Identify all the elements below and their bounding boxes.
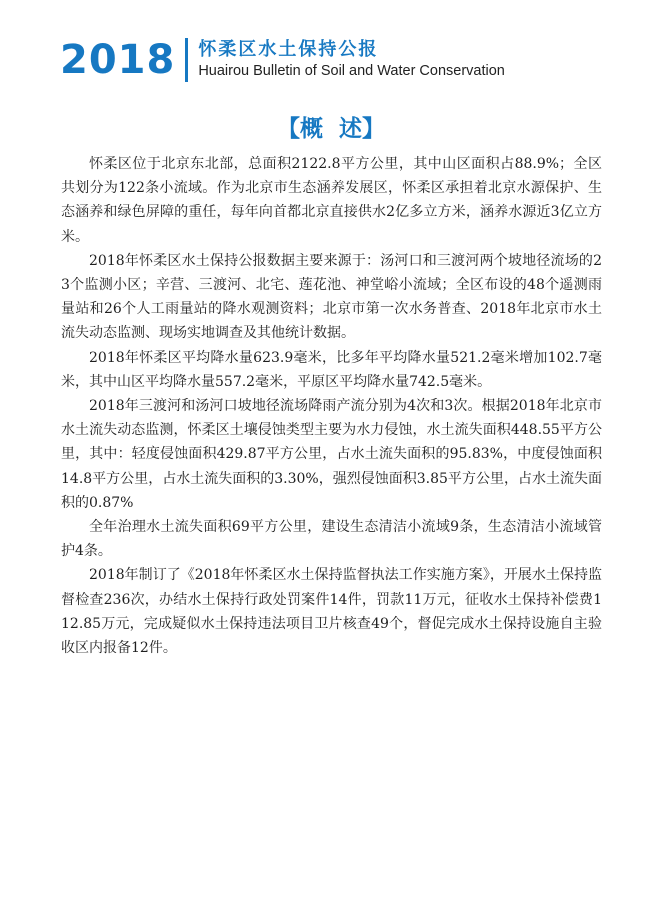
header-divider [185,38,188,82]
bulletin-header [60,34,505,86]
paragraph: 2018年怀柔区平均降水量623.9毫米，比多年平均降水量521.2毫米增加102.7毫米，其中山区平均降水量557.2毫米，平原区平均降水量742.5毫米。 [61,349,602,390]
paragraph: 2018年怀柔区水土保持公报数据主要来源于：汤河口和三渡河两个坡地径流场的23个监测小区；辛营、三渡河、北宅、莲花池、神堂峪小流域；全区布设的48个遥测雨量站和26个人工雨量站的降水观测资料；北京市第一次水务普查、2018年北京市水土流失动态监测、现场实地调查及其他统计数据。 [61,252,602,342]
bulletin-title-chinese: 怀柔区水土保持公报 [198,39,379,60]
paragraph: 2018年制订了《2018年怀柔区水土保持监督执法工作实施方案》，开展水土保持监督检查236次，办结水土保持行政处罚案件14件，罚款11万元，征收水土保持补偿费112.85万元，完成疑似水土保持违法项目卫片核查49个，督促完成水土保持设施自主验收区内报备12件。 [61,567,602,657]
bulletin-titles [198,39,505,81]
overview-body [61,152,602,660]
paragraph: 全年治理水土流失面积69平方公里，建设生态清洁小流域9条，生态清洁小流域管护4条。 [61,519,602,560]
year-label: 2018 [60,37,176,83]
section-title: 【概 述】 [276,116,385,142]
paragraph: 怀柔区位于北京东北部，总面积2122.8平方公里，其中山区面积占88.9%；全区共划分为122条小流域。作为北京市生态涵养发展区，怀柔区承担着北京水源保护、生态涵养和绿色屏障的重任，每年向首都北京直接供水2亿多立方米，涵养水源近3亿立方米。 [61,156,602,245]
bulletin-title-english: Huairou Bulletin of Soil and Water Conservation [198,63,505,79]
paragraph: 2018年三渡河和汤河口坡地径流场降雨产流分别为4次和3次。根据2018年北京市水土流失动态监测，怀柔区土壤侵蚀类型主要为水力侵蚀，水土流失面积448.55平方公里，其中：轻度侵蚀面积429.87平方公里，占水土流失面积的95.83%，中度侵蚀面积14.8平方公里，占水土流失面积的3.30%，强烈侵蚀面积3.85平方公里，占水土流失面积的0.87% [61,398,602,511]
